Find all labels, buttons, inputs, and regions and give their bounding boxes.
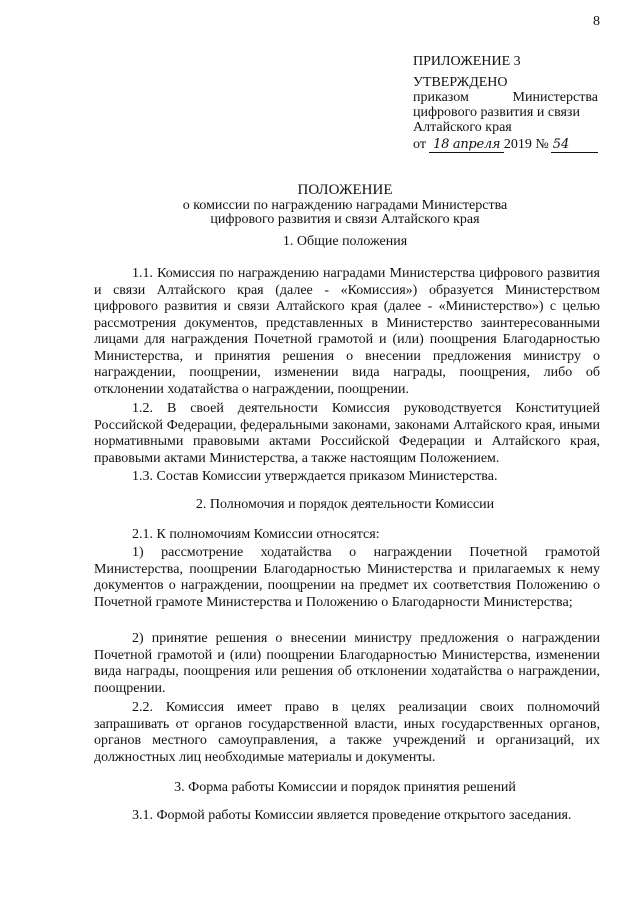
paragraph-3-1: 3.1. Формой работы Комиссии является проведение открытого заседания. — [132, 808, 572, 823]
paragraph-2-1: 2.1. К полномочиям Комиссии относятся: — [132, 527, 380, 542]
paragraph-1-3: 1.3. Состав Комиссии утверждается приказом Министерства. — [132, 469, 498, 484]
section-3-heading: 3. Форма работы Комиссии и порядок принятия решений — [174, 780, 516, 795]
title-line-2: цифрового развития и связи Алтайского края — [210, 212, 480, 227]
order-line-2: цифрового развития и связи — [413, 105, 580, 120]
handwritten-number: 54 — [551, 138, 598, 153]
section-1-heading: 1. Общие положения — [282, 234, 408, 249]
paragraph-2-1-2: 2) принятие решения о внесении министру предложения о награждении Почетной грамотой и (или) поощрении Благодарностью Министерства, изменении вида награды, поощрения или решения об отклонении ходатайства о награждении, поощрении. — [94, 631, 600, 696]
paragraph-2-1-1: 1) рассмотрение ходатайства о награждении Почетной грамотой Министерства, поощрении Благодарностью Министерства и прилагаемых к нему документов о награждении, поощрении на предмет их соответствия Положению о Почетной грамоте Министерства и Положению о Благодарности Министерства; — [94, 545, 600, 610]
approval-stamp-block — [413, 54, 598, 153]
number-sign: № — [535, 137, 549, 152]
from-label: от — [413, 137, 426, 152]
order-ministry: Министерства — [512, 90, 598, 105]
order-word: приказом — [413, 90, 469, 105]
order-line-3: Алтайского края — [413, 120, 512, 135]
paragraph-1-2: 1.2. В своей деятельности Комиссия руководствуется Конституцией Российской Федерации, федеральными законами, законами Алтайского края, иными нормативными правовыми актами Российской Федерации и Алтайского края, правовыми актами Министерства, а также настоящим Положением. — [94, 401, 600, 466]
paragraph-1-1: 1.1. Комиссия по награждению наградами Министерства цифрового развития и связи Алтайского края (далее - «Комиссия») образуется Министерством цифрового развития и связи Алтайского края (далее - «Министерство») с целью рассмотрения документов, представленных в Министерство заинтересованными лицами для награждения Почетной грамотой и (или) поощрения Благодарностью Министерства, и принятия решения о внесении предложения министру о награждении, поощрении, изменении вида награды, поощрения, либо об отклонении ходатайства о награждении, поощрении. — [94, 266, 600, 397]
section-2-heading: 2. Полномочия и порядок деятельности Комиссии — [195, 497, 495, 512]
approved-label: УТВЕРЖДЕНО — [413, 75, 508, 90]
order-line-1 — [413, 90, 598, 105]
appendix-label: ПРИЛОЖЕНИЕ 3 — [413, 54, 521, 69]
title-line-1: о комиссии по награждению наградами Министерства — [182, 198, 508, 213]
page-number: 8 — [593, 14, 600, 29]
handwritten-date: 18 апреля — [429, 138, 503, 153]
year: 2019 — [503, 137, 532, 152]
paragraph-2-2: 2.2. Комиссия имеет право в целях реализации своих полномочий запрашивать от органов государственной власти, иных государственных органов, органов местного самоуправления, а также учреждений и организаций, их должностных лиц необходимые материалы и документы. — [94, 700, 600, 765]
order-date-line — [413, 137, 598, 153]
title-main: ПОЛОЖЕНИЕ — [297, 182, 393, 198]
document-title — [100, 183, 590, 227]
